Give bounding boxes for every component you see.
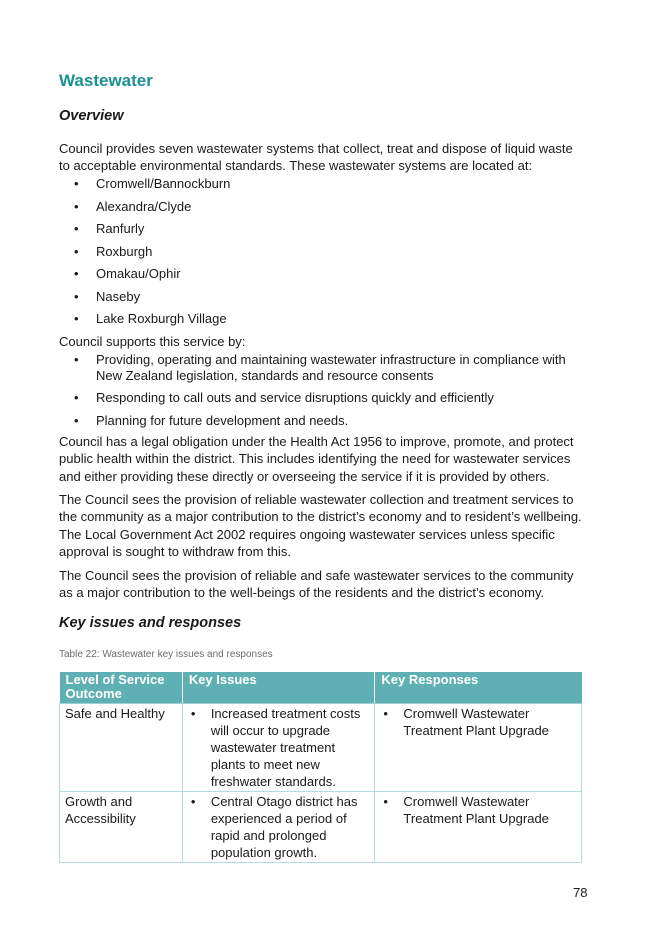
section-heading: Wastewater (59, 71, 153, 90)
legal-paragraph: Council has a legal obligation under the Health Act 1956 to improve, promote, and protect public health within the district. This includes identifying the need for wastewater services and either providing these directly or overseeing the service if it is provided by others. (59, 434, 574, 484)
bullet-icon: • (74, 266, 79, 281)
list-item: • Roxburgh (74, 243, 153, 259)
outcome-cell: Growth and Accessibility (60, 792, 183, 863)
list-item: • Alexandra/Clyde (74, 198, 192, 214)
page-number: 78 (573, 885, 588, 900)
list-item: • Responding to call outs and service disruptions quickly and efficiently (74, 390, 494, 405)
wellbeing-paragraph: The Council sees the provision of reliable and safe wastewater services to the community as a major contribution to the well-beings of the residents and the district’s economy. (59, 568, 574, 601)
response-cell (375, 792, 582, 863)
list-item: • Increased treatment costs will occur to upgrade wastewater treatment plants to meet new freshwater standards. (190, 706, 361, 789)
table-row (60, 792, 582, 863)
provision-paragraph: The Council sees the provision of reliable wastewater collection and treatment services to the community as a major contribution to the district’s economy and to resident’s wellbeing. The Local Government Act 2002 requires ongoing wastewater services unless specific approval is sought to withdraw from this. (59, 492, 582, 559)
overview-intro: Council provides seven wastewater systems that collect, treat and dispose of liquid waste to acceptable environmental standards. These wastewater systems are located at: (59, 141, 573, 174)
list-item: • Cromwell Wastewater Treatment Plant Upgrade (383, 706, 549, 738)
bullet-icon: • (74, 243, 79, 259)
bullet-icon: • (74, 221, 79, 236)
list-item: • Planning for future development and needs. (74, 412, 349, 428)
bullet-icon: • (74, 311, 79, 326)
table-header-row (60, 672, 582, 704)
table-caption: Table 22: Wastewater key issues and responses (59, 649, 273, 660)
overview-heading: Overview (59, 108, 124, 124)
list-item: • Cromwell/Bannockburn (74, 176, 231, 191)
response-cell (375, 704, 582, 792)
column-header-issues: Key Issues (182, 672, 375, 704)
supports-list (59, 352, 587, 435)
outcome-cell: Safe and Healthy (60, 704, 183, 792)
issue-cell (182, 704, 375, 792)
bullet-icon: • (190, 794, 196, 809)
table-row (60, 704, 582, 792)
key-issues-table (59, 672, 582, 863)
list-item: • Lake Roxburgh Village (74, 311, 227, 326)
locations-list (59, 176, 587, 334)
list-item: • Cromwell Wastewater Treatment Plant Upgrade (383, 794, 549, 826)
bullet-icon: • (190, 706, 196, 721)
supports-intro: Council supports this service by: (59, 334, 246, 349)
bullet-icon: • (74, 198, 79, 214)
list-item: • Omakau/Ophir (74, 266, 181, 281)
list-item: • Ranfurly (74, 221, 145, 236)
list-item: • Naseby (74, 288, 141, 304)
bullet-icon: • (74, 288, 79, 304)
list-item: • Central Otago district has experienced a period of rapid and prolonged population growth. (190, 794, 358, 860)
column-header-responses: Key Responses (375, 672, 582, 704)
bullet-icon: • (74, 412, 79, 428)
list-item: • Providing, operating and maintaining wastewater infrastructure in compliance with New Zealand legislation, standards and resource consents (74, 352, 566, 383)
key-issues-heading: Key issues and responses (59, 615, 242, 631)
bullet-icon: • (383, 706, 388, 721)
bullet-icon: • (74, 352, 79, 367)
bullet-icon: • (383, 794, 388, 809)
bullet-icon: • (74, 390, 79, 405)
column-header-outcome: Level of Service Outcome (60, 672, 183, 704)
issue-cell (182, 792, 375, 863)
bullet-icon: • (74, 176, 79, 191)
